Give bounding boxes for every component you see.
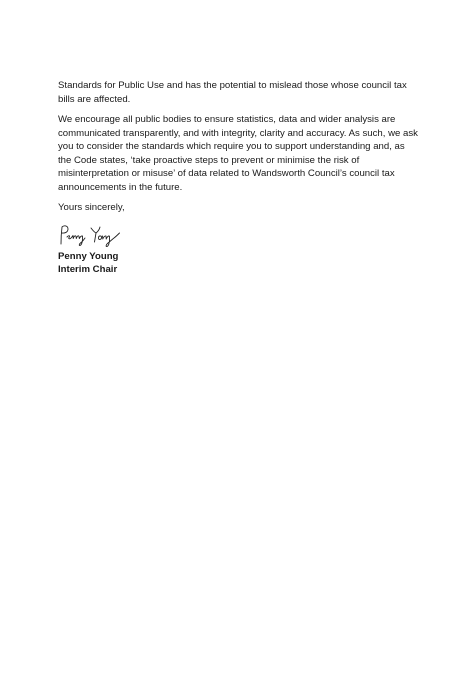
letter-paragraph-2: We encourage all public bodies to ensure statistics, data and wider analysis are communicated transparently, and with integrity, clarity and accuracy. As such, we ask you to consider the standards which require you to support understanding and, as the Code states, ‘take proactive steps to prevent or minimise the risk of misinterpretation or misuse’ of data related to Wandsworth Council’s council tax announcements in the future. [58,114,418,193]
handwritten-signature [58,222,138,248]
signer-title: Interim Chair [58,264,118,275]
signer-name: Penny Young [58,251,119,262]
letter-paragraph-1: Standards for Public Use and has the potential to mislead those whose council tax bills are affected. [58,80,407,105]
letter-closing: Yours sincerely, [58,202,125,213]
